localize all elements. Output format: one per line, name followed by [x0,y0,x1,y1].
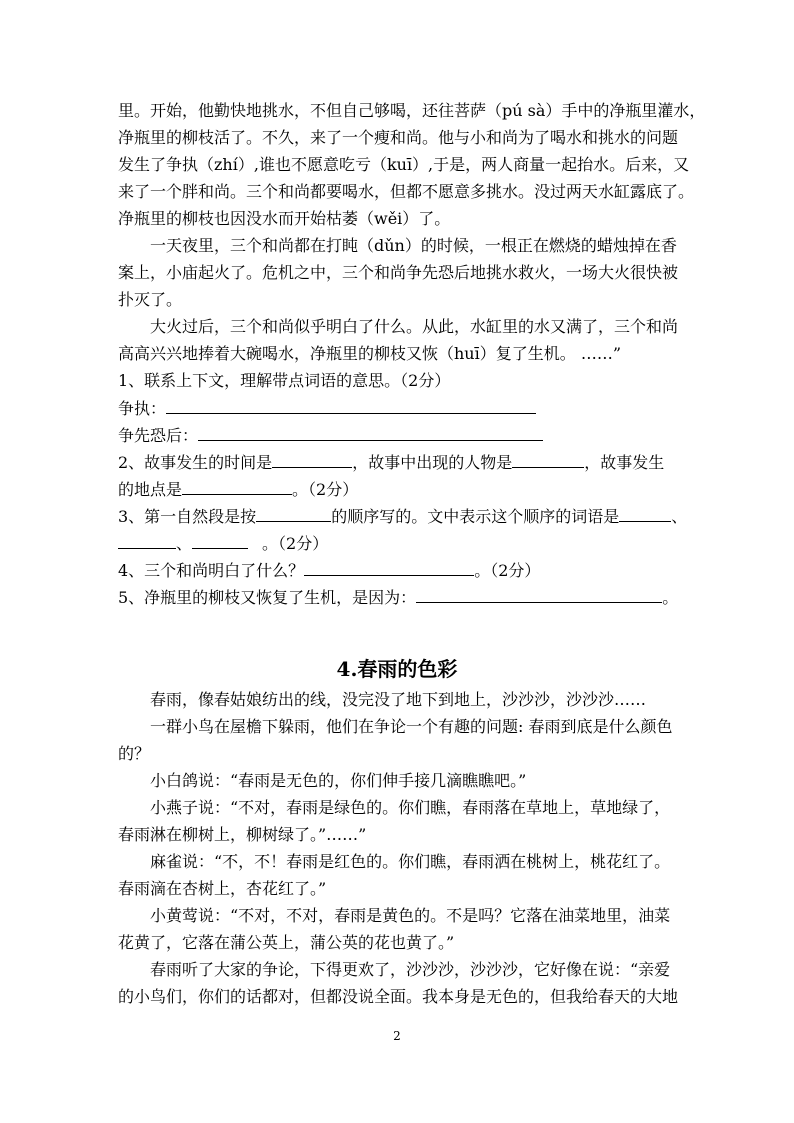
question-2-text-1: 2、故事发生的时间是 [118,453,273,472]
question-4-text-2: 。（2分） [474,561,541,580]
question-5-text-2: 。 [662,588,679,607]
question-5-text-1: 5、净瓶里的柳枝又恢复了生机，是因为： [118,588,417,607]
story1-line-5: 净瓶里的柳枝也因没水而开始枯萎（wěi）了。 [118,209,451,228]
question-4-text-1: 4、三个和尚明白了什么？ [118,561,305,580]
question-2-text-3: ，故事发生 [584,453,665,472]
story2-line-5: 小燕子说：“不对，春雨是绿色的。你们瞧，春雨落在草地上，草地绿了， [150,798,671,817]
story2-line-1: 春雨，像春姑娘纺出的线，没完没了地下到地上，沙沙沙，沙沙沙…… [150,690,647,709]
story2-line-4: 小白鸽说：“春雨是无色的，你们伸手接几滴瞧瞧吧。” [150,771,527,790]
answer-blank-4[interactable] [304,560,474,576]
story2-line-7: 麻雀说：“不，不！春雨是红色的。你们瞧，春雨洒在桃树上，桃花红了。 [150,852,671,871]
answer-blank-3-word-1[interactable] [619,506,671,522]
answer-blank-5[interactable] [416,587,662,603]
question-2-line-2 [118,479,680,499]
question-3-text-2: 的顺序写的。文中表示这个顺序的词语是 [331,507,620,526]
question-2-text-2: ，故事中出现的人物是 [352,453,513,472]
story1-line-2: 净瓶里的柳枝活了。不久，来了一个瘦和尚。他与小和尚为了喝水和挑水的问题 [118,128,679,147]
story2-line-12: 的小鸟们，你们的话都对，但都没说全面。我本身是无色的，但我给春天的大地 [118,987,679,1006]
question-3-line-1 [118,506,688,526]
answer-blank-3-order[interactable] [256,506,331,522]
question-2-text-4: 的地点是 [118,480,183,499]
page-number: 2 [393,1029,401,1043]
story2-line-3: 的？ [118,744,151,763]
story2-line-6: 春雨淋在柳树上，柳树绿了。”……” [118,825,367,844]
answer-blank-1b[interactable] [198,425,543,441]
question-3-line-2 [118,533,680,553]
question-1: 1、联系上下文，理解带点词语的意思。（2分） [118,371,451,390]
story2-line-2: 一群小鸟在屋檐下躲雨，他们在争论一个有趣的问题: 春雨到底是什么颜色 [150,717,673,736]
question-1b-label: 争先恐后： [118,426,199,445]
answer-blank-3-word-2[interactable] [118,533,176,549]
story1-line-4: 来了一个胖和尚。三个和尚都要喝水，但都不愿意多挑水。没过两天水缸露底了。 [118,182,695,201]
story1-line-1: 里。开始，他勤快地挑水，不但自己够喝，还往菩萨（pú sà）手中的净瓶里灌水， [118,101,706,120]
answer-blank-3-word-3[interactable] [192,533,248,549]
question-4 [118,560,680,580]
question-2-line-1 [118,452,680,472]
question-3-text-1: 3、第一自然段是按 [118,507,257,526]
answer-blank-2-place[interactable] [182,479,292,495]
question-1a [118,398,680,418]
story1-line-8: 扑灭了。 [118,290,183,309]
question-2-text-5: 。（2分） [292,480,359,499]
question-1a-label: 争执： [118,399,167,418]
story2-line-9: 小黄莺说：“不对，不对，春雨是黄色的。不是吗？它落在油菜地里，油菜 [150,906,671,925]
story1-line-9: 大火过后，三个和尚似乎明白了什么。从此，水缸里的水又满了，三个和尚 [150,317,679,336]
story2-title: 4.春雨的色彩 [336,657,458,681]
story1-line-7: 案上，小庙起火了。危机之中，三个和尚争先恐后地挑水救火，一场大火很快被 [118,263,679,282]
story1-line-3: 发生了争执（zhí）,谁也不愿意吃亏（kuī）,于是，两人商量一起抬水。后来，又 [118,155,690,174]
question-1b [118,425,680,445]
answer-blank-1a[interactable] [166,398,536,414]
story1-line-6: 一天夜里，三个和尚都在打盹（dǔn）的时候，一根正在燃烧的蜡烛掉在香 [150,236,677,255]
story2-line-10: 花黄了，它落在蒲公英上，蒲公英的花也黄了。” [118,933,455,952]
story1-line-10: 高高兴兴地捧着大碗喝水，净瓶里的柳枝又恢（huī）复了生机。 ……” [118,344,621,363]
story2-line-11: 春雨听了大家的争论，下得更欢了，沙沙沙，沙沙沙，它好像在说：“亲爱 [150,960,671,979]
question-3-text-4: 。（2分） [262,534,329,553]
question-3-separator: 、 [176,534,193,553]
question-5 [118,587,680,607]
answer-blank-2-time[interactable] [272,452,352,468]
story2-line-8: 春雨滴在杏树上，杏花红了。” [118,879,327,898]
answer-blank-2-characters[interactable] [512,452,584,468]
question-3-text-3: 、 [671,507,688,526]
